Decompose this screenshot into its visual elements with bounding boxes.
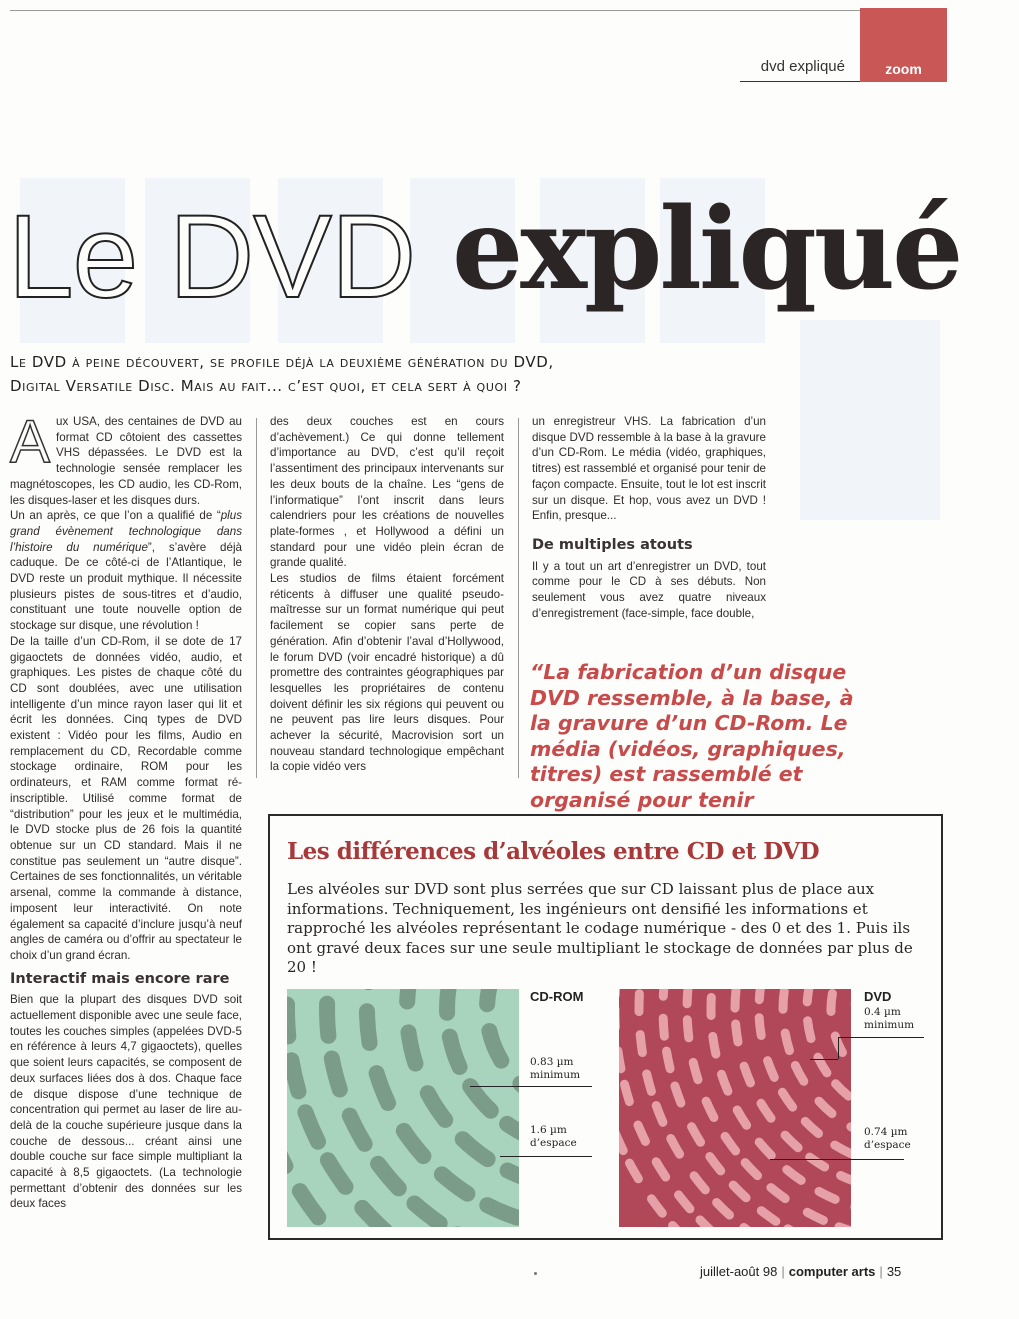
leader-line: [838, 1037, 839, 1059]
zoom-tab: [860, 8, 947, 82]
subhead-interactif: Interactif mais encore rare: [10, 970, 230, 987]
background-panel: [800, 320, 940, 520]
page-number: 35: [886, 1264, 902, 1279]
pit-mark: [409, 1032, 416, 1063]
pit-mark: [619, 1051, 621, 1069]
pit-mark: [722, 1074, 728, 1091]
leader-line: [470, 1086, 592, 1087]
pit-mark: [327, 1004, 328, 1036]
pit-mark: [287, 1005, 288, 1037]
dvd-gap-label: 0.74 µm d’espace: [864, 1126, 911, 1151]
leader-line: [500, 1156, 592, 1157]
paragraph: ux USA, des centaines de DVD au format CD côtoient des cassettes VHS dépassées. Le DVD est la technologie sensée remplacer les magnétoscopes, les CD audio, les CD-Rom, les disques-laser et les disques durs.: [10, 415, 242, 507]
pit-mark: [783, 991, 784, 1009]
paragraph: Les studios de films étaient forcément réticents à diffuser une qualité pseudo-maîtresse sur un format numérique qui peut facilement se copier sans perte de génération. Afin d’obtenir l’aval d’Hollywood, le forum DVD (voir encadré historique) a dû promettre des contraintes géographiques par lesquelles les propriétaires de contenu doivent définir les six régions qui peuvent ou ne peuvent pas lire leurs disques. Pour achever la sécurité, Macrovision sort un nouveau standard technologique empêchant la copie vidéo vers: [270, 572, 504, 774]
magazine-name: computer arts: [788, 1264, 876, 1279]
pit-mark: [663, 989, 665, 996]
issue-date: juillet-août 98: [700, 1264, 778, 1279]
subtitle-line-1: Le DVD à peine découvert, se profile déjà la deuxième génération du DVD,: [10, 353, 554, 371]
inset-title: Les différences d’alvéoles entre CD et DVD: [287, 838, 820, 865]
pit-mark: [785, 1033, 789, 1051]
pit-mark: [713, 1036, 716, 1054]
pit-mark: [736, 1024, 738, 1042]
pit-mark: [377, 1073, 389, 1103]
subtitle: [10, 350, 710, 398]
cd-pits-diagram: [287, 989, 519, 1227]
top-rule: [10, 10, 860, 11]
subtitle-line-2: Digital Versatile Disc. Mais au fait... c’est quoi, et cela sert à quoi ?: [10, 377, 522, 395]
leader-line: [838, 1037, 924, 1038]
scan-mark: [534, 1272, 537, 1275]
pit-mark: [332, 1059, 340, 1090]
pit-mark: [367, 1011, 370, 1043]
dvd-min-label: 0.4 µm minimum: [864, 1006, 915, 1031]
pit-mark: [675, 1086, 681, 1103]
article-column-3: [532, 414, 766, 621]
paragraph: Un an après, ce que l’on a qualifié de “plus grand évènement technologique dans l’histoire du numérique”, s’avère déjà caduque. De ce côté-ci de l’Atlantique, le DVD reste un produit mythique. Il nécessite plusieurs pistes de sous-titres et d’audio, constituant une toute nouvelle option de stockage sur disque, une révolution !: [10, 509, 242, 633]
cd-min-label: 0.83 µm minimum: [530, 1056, 581, 1081]
article-column-2: [270, 414, 504, 775]
pit-mark: [759, 989, 761, 1000]
footer-separator: |: [879, 1264, 883, 1279]
pit-mark: [744, 1066, 750, 1083]
subhead-atouts: De multiples atouts: [532, 536, 693, 553]
title-outline: Le DVD: [8, 191, 416, 323]
paragraph: De la taille d’un CD-Rom, il se dote de 17 gigaoctets de données vidéo, audio, et graphiques. Les pistes de chaque côté du CD sont doublées, avec une utilisation intelligente d’un mince rayon laser qui lit et écrit les données. Cinq types de DVD existent : Vidéo pour les films, Audio en remplacement du CD, Recordable comme stockage ordinaire, ROM pour les ordinateurs, et RAM comme format ré-inscriptible. Utilisé comme format de “distribution” pour les jeux et le multimédia, le DVD stocke plus de 26 fois la quantité obtenue sur un CD standard. Mais il ne constitue pas seulement un “autre disque”. Certaines de ses fonctionnalités, un véritable arsenal, comme la commande à distance, imposent leur interactivité. On note également sa capacité d’inclure jusqu’à neuf angles de caméra ou d’offrir au spectateur le choix d’un grand écran.: [10, 634, 242, 962]
pit-mark: [625, 1084, 630, 1101]
inset-box: [268, 814, 943, 1240]
pit-mark: [831, 994, 832, 1012]
footer-separator: |: [781, 1264, 785, 1279]
pit-mark: [450, 1037, 460, 1067]
zoom-tab-label: zoom: [885, 61, 922, 77]
dvd-label: DVD: [864, 989, 892, 1004]
pit-mark: [447, 989, 450, 1013]
pit-mark: [291, 1060, 298, 1091]
column-divider: [256, 418, 257, 778]
column-divider: [518, 418, 519, 778]
cd-label: CD-ROM: [530, 989, 584, 1004]
pit-mark: [656, 1106, 663, 1123]
section-rule: [740, 81, 860, 82]
inset-body: Les alvéoles sur DVD sont plus serrées que sur CD laissant plus de place aux informations. Techniquement, les ingénieurs ont densifié les informations et rapproché les alvéoles représentant le codage numérique - des 0 et des 1. Puis ils ont gravé deux faces sur une seule multipliant le stockage de données par plus de 20 !: [287, 880, 913, 976]
paragraph: des deux couches est en cours d’achèvement.) Ce qui donne tellement d’importance au DVD, c’est qu’il reçoit l’assentiment des principaux intervenants sur les deux bouts de la chaîne. Les “gens de l’informatique” l’ont inscrit dans leurs calendriers pour les créations de nouvelles plate-formes , et Hollywood a défini un standard pour une vidéo plein écran de grande qualité.: [270, 415, 504, 570]
pit-mark: [640, 1035, 642, 1053]
pull-quote: “La fabrication d’un disque DVD ressemble, à la base, à la gravure d’un CD-Rom. Le média (vidéos, graphiques, titres) est rassemblé et organisé pour tenir: [530, 660, 854, 812]
title-bold: expliqué: [452, 184, 961, 315]
paragraph: Il y a tout un art d’enregistrer un DVD, tout comme pour le CD à ses débuts. Non seulement vous avez quatre niveaux d’enregistrement (face-simple, face double,: [532, 559, 766, 620]
cd-gap-label: 1.6 µm d’espace: [530, 1124, 577, 1149]
article-column-1: [10, 408, 242, 1212]
pit-mark: [807, 989, 810, 1002]
pit-mark: [687, 1020, 689, 1038]
pit-mark: [487, 989, 494, 1004]
page-footer: [700, 1264, 950, 1279]
section-label: dvd expliqué: [760, 58, 845, 75]
pit-mark: [693, 1062, 698, 1079]
paragraph: Bien que la plupart des disques DVD soit actuellement disponible avec une seule face, toutes les couches simples (appelées DVD-5 en référence à leurs 4,7 gigaoctets), quelles que soient leurs capacités, se composent de deux surfaces liées dos à dos. Chaque face de disque dispose d’une technique de concentration qui permet au laser de lire au-delà de la couche supérieure jusque dans la couche de dessous... créant ainsi une double couche sur face simple multipliant la capacité à 8,5 gigaoctets. (La technologie permettant d’obtenir des données sur les deux faces: [10, 993, 242, 1211]
pit-mark: [667, 1051, 671, 1069]
leader-line: [810, 1059, 838, 1060]
leader-line: [770, 1159, 904, 1160]
emphasis: plus grand évènement technologique dans l’histoire du numérique: [10, 509, 242, 554]
pit-mark: [687, 989, 688, 1004]
pit-mark: [759, 1018, 761, 1036]
dvd-pits-diagram: [619, 989, 851, 1227]
drop-cap: A: [10, 408, 51, 475]
pit-mark: [808, 1021, 811, 1039]
pit-mark: [663, 1018, 664, 1036]
paragraph: un enregistreur VHS. La fabrication d’un disque DVD ressemble à la base à la gravure d’un CD-Rom. Le média (vidéo, graphiques, titres) est rassemblé et organisé pour tenir de façon compacte. Ensuite, tout le lot est inscrit sur un disque. Et hop, vous avez un DVD ! Enfin, presque...: [532, 415, 766, 523]
pit-mark: [407, 989, 411, 1002]
pit-mark: [735, 990, 736, 1008]
pit-mark: [647, 1074, 652, 1091]
